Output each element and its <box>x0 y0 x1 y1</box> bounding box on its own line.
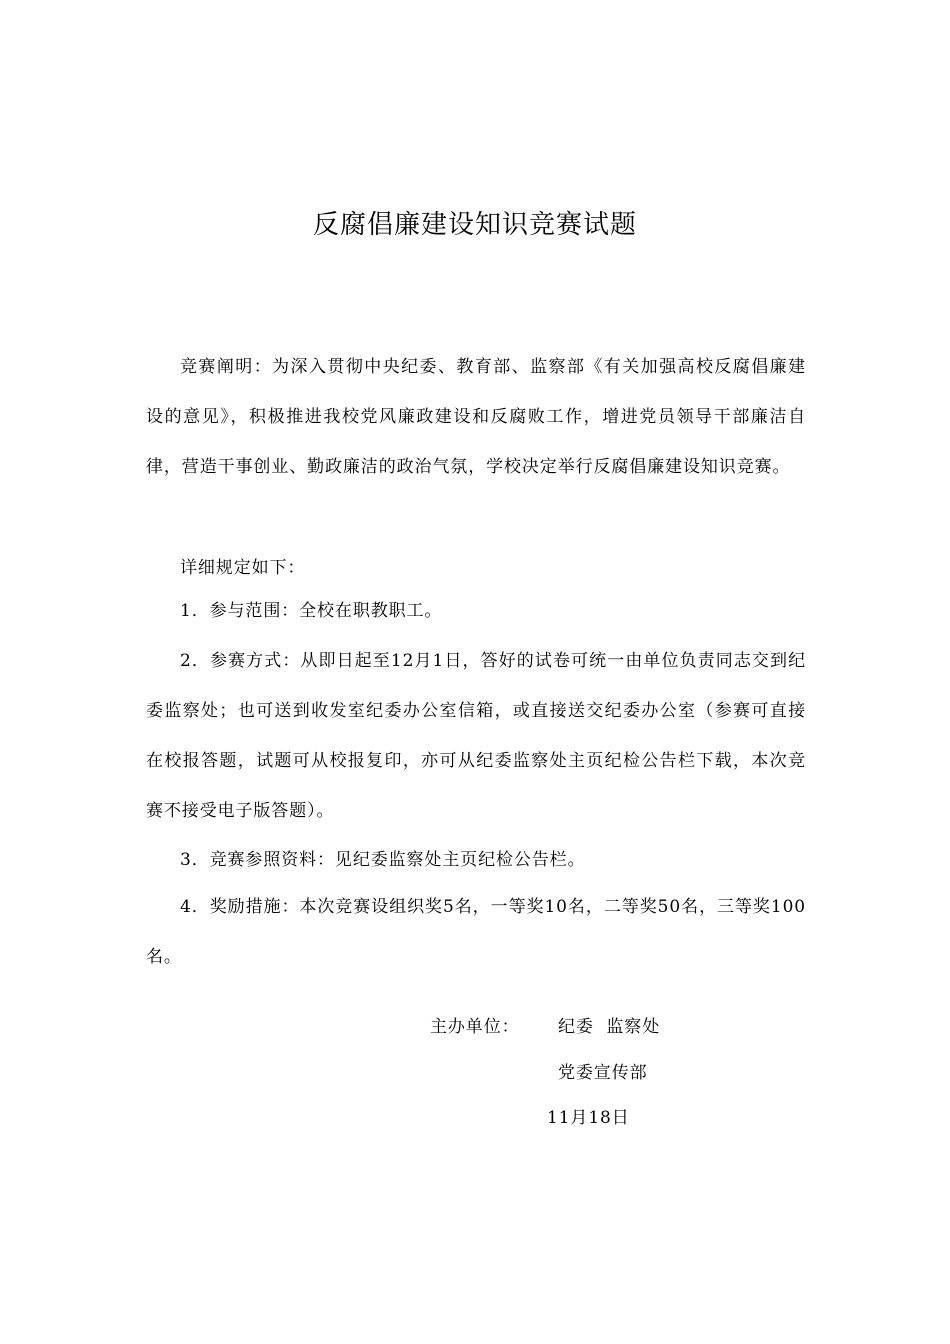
rule-item-1: 1．参与范围：全校在职教职工。 <box>180 601 443 621</box>
signature-date: 11月18日 <box>547 1108 630 1128</box>
organizer-2: 党委宣传部 <box>558 1063 648 1083</box>
document-title: 反腐倡廉建设知识竞赛试题 <box>312 210 637 240</box>
organizer-1: 纪委 监察处 <box>558 1017 661 1037</box>
intro-paragraph: 竞赛阐明：为深入贯彻中央纪委、教育部、监察部《有关加强高校反腐倡廉建设的意见》，积极推进我校党风廉政建设和反腐败工作，增进党员领导干部廉洁自律，营造干事创业、勤政廉洁的政治气氛，学校决定举行反腐倡廉建设知识竞赛。 <box>146 357 806 477</box>
organizer-label: 主办单位： <box>430 1017 520 1037</box>
rule-item-2: 2．参赛方式：从即日起至12月1日，答好的试卷可统一由单位负责同志交到纪委监察处；也可送到收发室纪委办公室信箱，或直接送交纪委办公室（参赛可直接在校报答题，试题可从校报复印，亦可从纪委监察处主页纪检公告栏下载，本次竞赛不接受电子版答题）。 <box>146 651 806 821</box>
rules-heading: 详细规定如下： <box>180 558 306 578</box>
rule-item-3: 3．竞赛参照资料：见纪委监察处主页纪检公告栏。 <box>180 850 586 870</box>
rule-item-4: 4．奖励措施：本次竞赛设组织奖5名，一等奖10名，二等奖50名，三等奖100名。 <box>146 897 806 967</box>
